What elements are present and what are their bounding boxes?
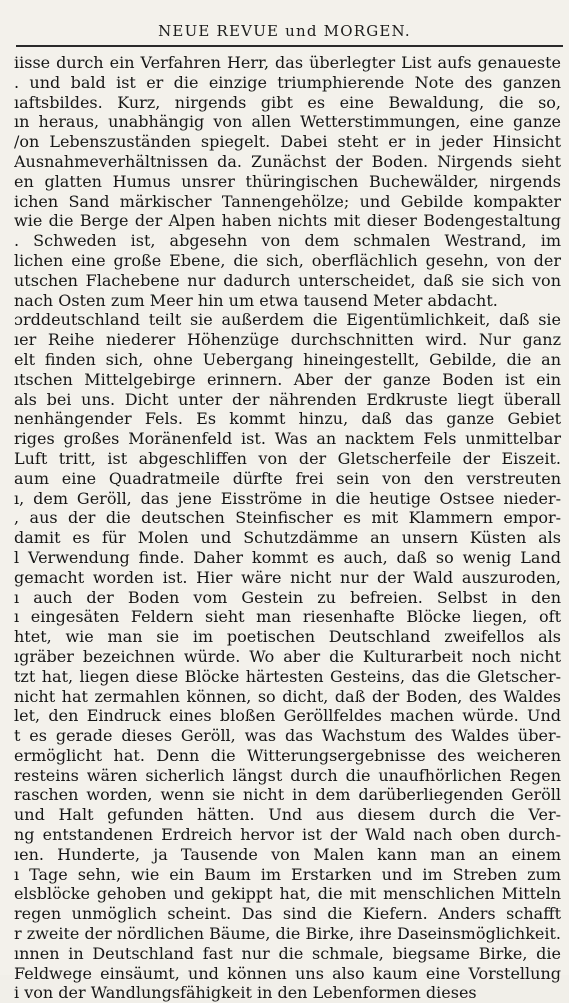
text-line: ıaftsbildes. Kurz, nirgends gibt es eine Bewaldung, die so,	[14, 92, 561, 112]
text-line: lichen eine große Ebene, die sich, oberflächlich gesehn, von der	[14, 250, 561, 270]
text-line: und Halt gefunden hätten. Und aus diesem durch die Ver-	[14, 805, 561, 825]
text-line: ıtschen Mittelgebirge erinnern. Aber der ganze Boden ist ein	[14, 369, 561, 389]
text-line: ınnen in Deutschland fast nur die schmale, biegsame Birke, die	[14, 943, 561, 963]
text-line: /on Lebenszuständen spiegelt. Dabei steht er in jeder Hinsicht	[14, 132, 561, 152]
text-line: ichen Sand märkischer Tannengehölze; und Gebilde kompakter	[14, 191, 561, 211]
text-line: . und bald ist er die einzige triumphierende Note des ganzen	[14, 72, 561, 92]
text-line: ı eingesäten Feldern sieht man riesenhafte Blöcke liegen, oft	[14, 607, 561, 627]
text-line: regen unmöglich scheint. Das sind die Kiefern. Anders schafft	[14, 904, 561, 924]
text-line: nach Osten zum Meer hin um etwa tausend Meter abdacht.	[14, 290, 498, 310]
text-line: . Schweden ist, abgesehn von dem schmalen Westrand, im	[14, 231, 561, 251]
text-line: damit es für Molen und Schutzdämme an unsern Küsten als	[14, 528, 561, 548]
text-line: let, den Eindruck eines bloßen Geröllfeldes machen würde. Und	[14, 706, 561, 726]
text-line: iisse durch ein Verfahren Herr, das überlegter List aufs genaueste	[14, 53, 561, 72]
text-line: ın heraus, unabhängig von allen Wetterstimmungen, eine ganze	[14, 112, 561, 132]
text-line: ı auch der Boden vom Gestein zu befreien. Selbst in den	[14, 587, 561, 607]
running-header: NEUE REVUE und MORGEN.	[158, 22, 411, 40]
text-line: elsblöcke gehoben und gekippt hat, die mit menschlichen Mitteln	[14, 884, 561, 904]
text-line: r zweite der nördlichen Bäume, die Birke, ihre Daseinsmöglichkeit.	[14, 924, 561, 944]
text-line: wie die Berge der Alpen haben nichts mit dieser Bodengestaltung	[14, 211, 561, 231]
text-line: riges großes Moränenfeld ist. Was an nacktem Fels unmittelbar	[14, 429, 561, 449]
text-line: ɔrddeutschland teilt sie außerdem die Eigentümlichkeit, daß sie	[14, 310, 561, 330]
scan-edge-shade	[0, 0, 14, 975]
text-line: i von der Wandlungsfähigkeit in den Lebenformen dieses	[14, 983, 477, 1003]
text-line: ıgräber bezeichnen würde. Wo aber die Kulturarbeit noch nicht	[14, 646, 561, 666]
text-line: tzt hat, liegen diese Blöcke härtesten Gesteins, das die Gletscher-	[14, 666, 561, 686]
text-line: nicht hat zermahlen können, so dicht, daß der Boden, des Waldes	[14, 686, 561, 706]
text-line: resteins wären sicherlich längst durch die unaufhörlichen Regen	[14, 765, 561, 785]
text-line: als bei uns. Dicht unter der nährenden Erdkruste liegt überall	[14, 389, 561, 409]
text-line: ı Tage sehn, wie ein Baum im Erstarken und im Streben zum	[14, 864, 561, 884]
text-line: ı, dem Geröll, das jene Eisströme in die heutige Ostsee nieder-	[14, 488, 561, 508]
text-line: nenhängender Fels. Es kommt hinzu, daß das ganze Gebiet	[14, 409, 561, 429]
text-line: ermöglicht hat. Denn die Witterungsergebnisse des weicheren	[14, 745, 561, 765]
text-line: Ausnahmeverhältnissen da. Zunächst der Boden. Nirgends sieht	[14, 151, 561, 171]
text-line: Feldwege einsäumt, und können uns also kaum eine Vorstellung	[14, 963, 561, 983]
text-line: utschen Flachebene nur dadurch unterscheidet, daß sie sich von	[14, 270, 561, 290]
text-line: ıen. Hunderte, ja Tausende von Malen kann man an einem	[14, 844, 561, 864]
text-line: aum eine Quadratmeile dürfte frei sein von den verstreuten	[14, 468, 561, 488]
article-body	[14, 53, 569, 1003]
text-line: gemacht worden ist. Hier wäre nicht nur der Wald auszuroden,	[14, 567, 561, 587]
text-line: ng entstandenen Erdreich hervor ist der Wald nach oben durch-	[14, 825, 561, 845]
header-rule	[16, 45, 563, 47]
text-line: l Verwendung finde. Daher kommt es auch, daß so wenig Land	[14, 547, 561, 567]
text-line: Luft tritt, ist abgeschliffen von der Gletscherfeile der Eiszeit.	[14, 448, 561, 468]
text-line: htet, wie man sie im poetischen Deutschland zweifellos als	[14, 627, 561, 647]
text-line: en glatten Humus unsrer thüringischen Buchewälder, nirgends	[14, 171, 561, 191]
text-line: ıer Reihe niederer Höhenzüge durchschnitten wird. Nur ganz	[14, 330, 561, 350]
text-line: t es gerade dieses Geröll, was das Wachstum des Waldes über-	[14, 726, 561, 746]
text-line: raschen worden, wenn sie nicht in dem darüberliegenden Geröll	[14, 785, 561, 805]
text-line: elt finden sich, ohne Uebergang hineingestellt, Gebilde, die an	[14, 349, 561, 369]
text-line: , aus der die deutschen Steinfischer es mit Klammern empor-	[14, 508, 561, 528]
